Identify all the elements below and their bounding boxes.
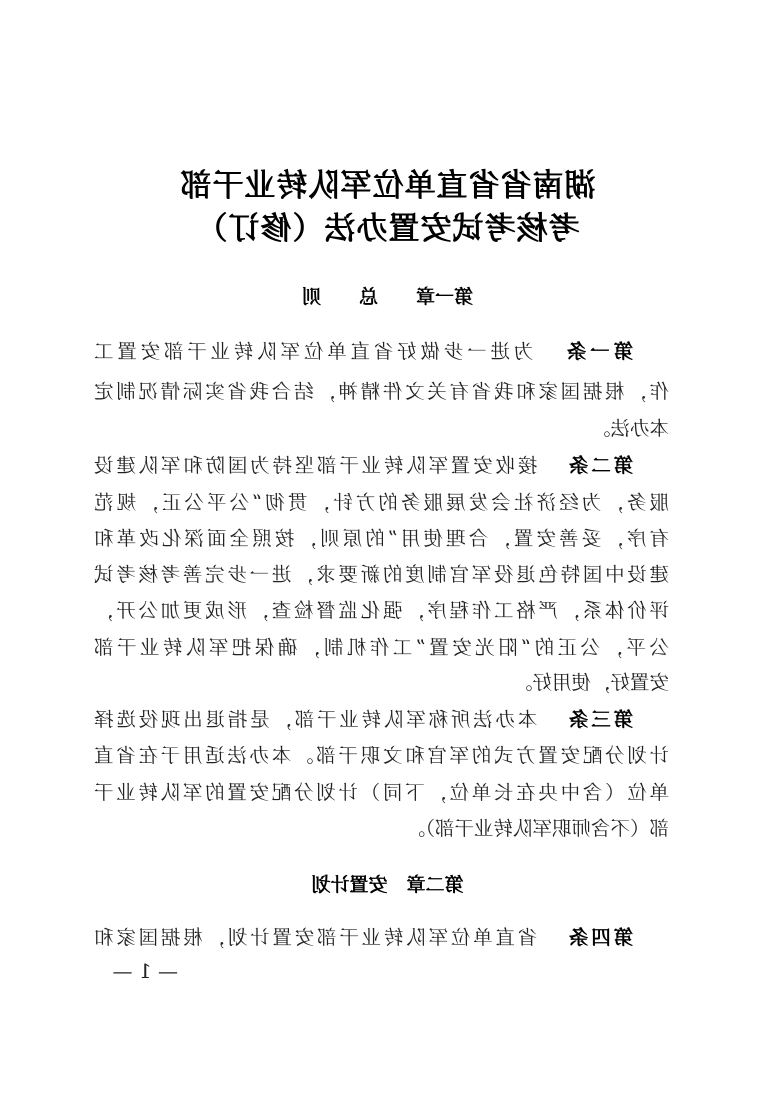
article-2-line-5: 评价体系，严格工作程序，强化监督检查，形成更加公开， bbox=[94, 599, 669, 622]
chapter-1-heading: 第一章 总 则 bbox=[302, 286, 474, 308]
article-2-text-1: 接收安置军队转业干部坚持为国防和军队建设 bbox=[94, 454, 541, 477]
chapter-2-heading: 第二章 安置计划 bbox=[311, 874, 464, 896]
page-number: — 1 — bbox=[112, 959, 178, 983]
article-1-line-1 bbox=[94, 336, 669, 364]
article-2-line-2: 服务，为经济社会发展服务的方针，贯彻“公平公正，规范 bbox=[94, 491, 669, 514]
doc-title-line2: 考核考试安置办法（修订） bbox=[195, 211, 580, 247]
article-2-line-4: 建设中国特色退役军官制度的新要求，进一步完善考核考试 bbox=[94, 563, 669, 586]
article-2-line-7: 安置好，使用好。 bbox=[512, 671, 669, 694]
article-2-line-3: 有序，妥善安置，合理使用”的原则，按照全面深化改革和 bbox=[94, 527, 669, 550]
article-1-line-2: 作，根据国家和我省有关文件精神，结合我省实际情况制定 bbox=[94, 380, 669, 403]
article-2-line-1 bbox=[94, 450, 669, 478]
article-4-label: 第四条 bbox=[566, 926, 633, 949]
article-3-label: 第三条 bbox=[566, 708, 633, 731]
article-2-label: 第二条 bbox=[566, 454, 633, 477]
article-3-line-2: 计划分配安置方式的军官和文职干部。本办法适用于在省直 bbox=[94, 744, 669, 767]
article-2-line-6: 公平，公正的“阳光安置”工作机制，确保把军队转业干部 bbox=[94, 636, 669, 659]
article-3-line-4: 部（不含师职军队转业干部）。 bbox=[405, 817, 669, 840]
article-4-text-1: 省直单位军队转业干部安置计划，根据国家和 bbox=[94, 926, 541, 949]
article-4-line-1 bbox=[94, 922, 669, 950]
article-3-line-3: 单位（含中央在长单位，下同）计划分配安置的军队转业干 bbox=[94, 781, 669, 804]
doc-title-line1: 湖南省省直单位军队转业干部 bbox=[179, 168, 596, 204]
article-1-text-1: 为进一步做好省直单位军队转业干部安置工 bbox=[94, 340, 538, 363]
article-1-line-3: 本办法。 bbox=[590, 417, 669, 440]
article-3-text-1: 本办法所称军队转业干部，是指退出现役选择 bbox=[94, 708, 541, 731]
article-1-label: 第一条 bbox=[563, 340, 633, 363]
article-3-line-1 bbox=[94, 704, 669, 732]
